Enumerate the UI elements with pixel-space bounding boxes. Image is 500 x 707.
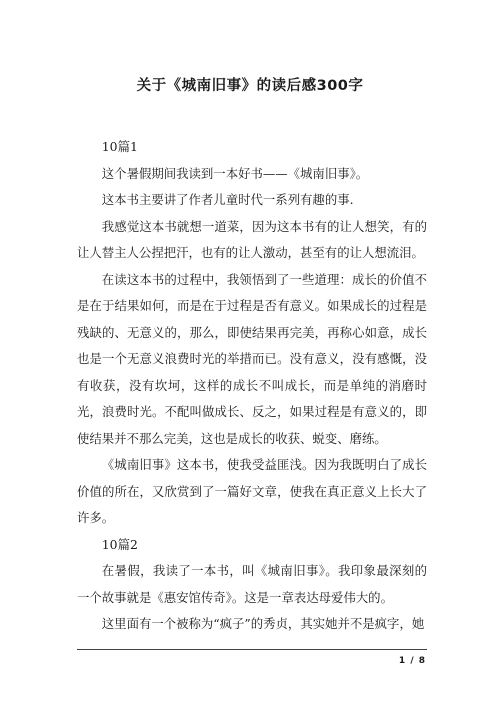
- section-heading-2: 10篇2: [101, 536, 138, 552]
- paragraph: 《城南旧事》这本书，使我受益匪浅。因为我既明白了成长价值的所在，又欣赏到了一篇好文章，使我在真正意义上长大了许多。: [77, 457, 427, 525]
- paragraph: 在读这本书的过程中，我领悟到了一些道理：成长的价值不是在于结果如何，而是在于过程是否有意义。如果成长的过程是残缺的、无意义的，那么，即使结果再完美，再称心如意，成长也是一个无意义浪费时光的举措而已。没有意义，没有感慨，没有收获，没有坎坷，这样的成长不叫成长，而是单纯的消磨时光，浪费时光。不配叫做成长、反之，如果过程是有意义的，即使结果并不那么完美，这也是成长的收获、蜕变、磨练。: [77, 271, 427, 446]
- document-title: 关于《城南旧事》的读后感300字: [136, 78, 364, 94]
- section-heading-1: 10篇1: [101, 139, 138, 154]
- footer-divider: [77, 649, 427, 650]
- paragraph: 在暑假，我读了一本书，叫《城南旧事》。我印象最深刻的一个故事就是《惠安馆传奇》。这是一章表达母爱伟大的。: [77, 563, 427, 605]
- paragraph: 这里面有一个被称为“疯子”的秀贞，其实她并不是疯字，她: [101, 616, 425, 631]
- paragraph: 我感觉这本书就想一道菜，因为这本书有的让人想笑，有的让人替主人公捏把汗，也有的让人激动，甚至有的让人想流泪。: [77, 218, 427, 260]
- document-body: [77, 134, 427, 638]
- page-number: 1 / 8: [398, 656, 426, 666]
- paragraph: 这本书主要讲了作者儿童时代一系列有趣的事.: [101, 192, 354, 207]
- paragraph: 这个暑假期间我读到一本好书——《城南旧事》。: [101, 165, 369, 181]
